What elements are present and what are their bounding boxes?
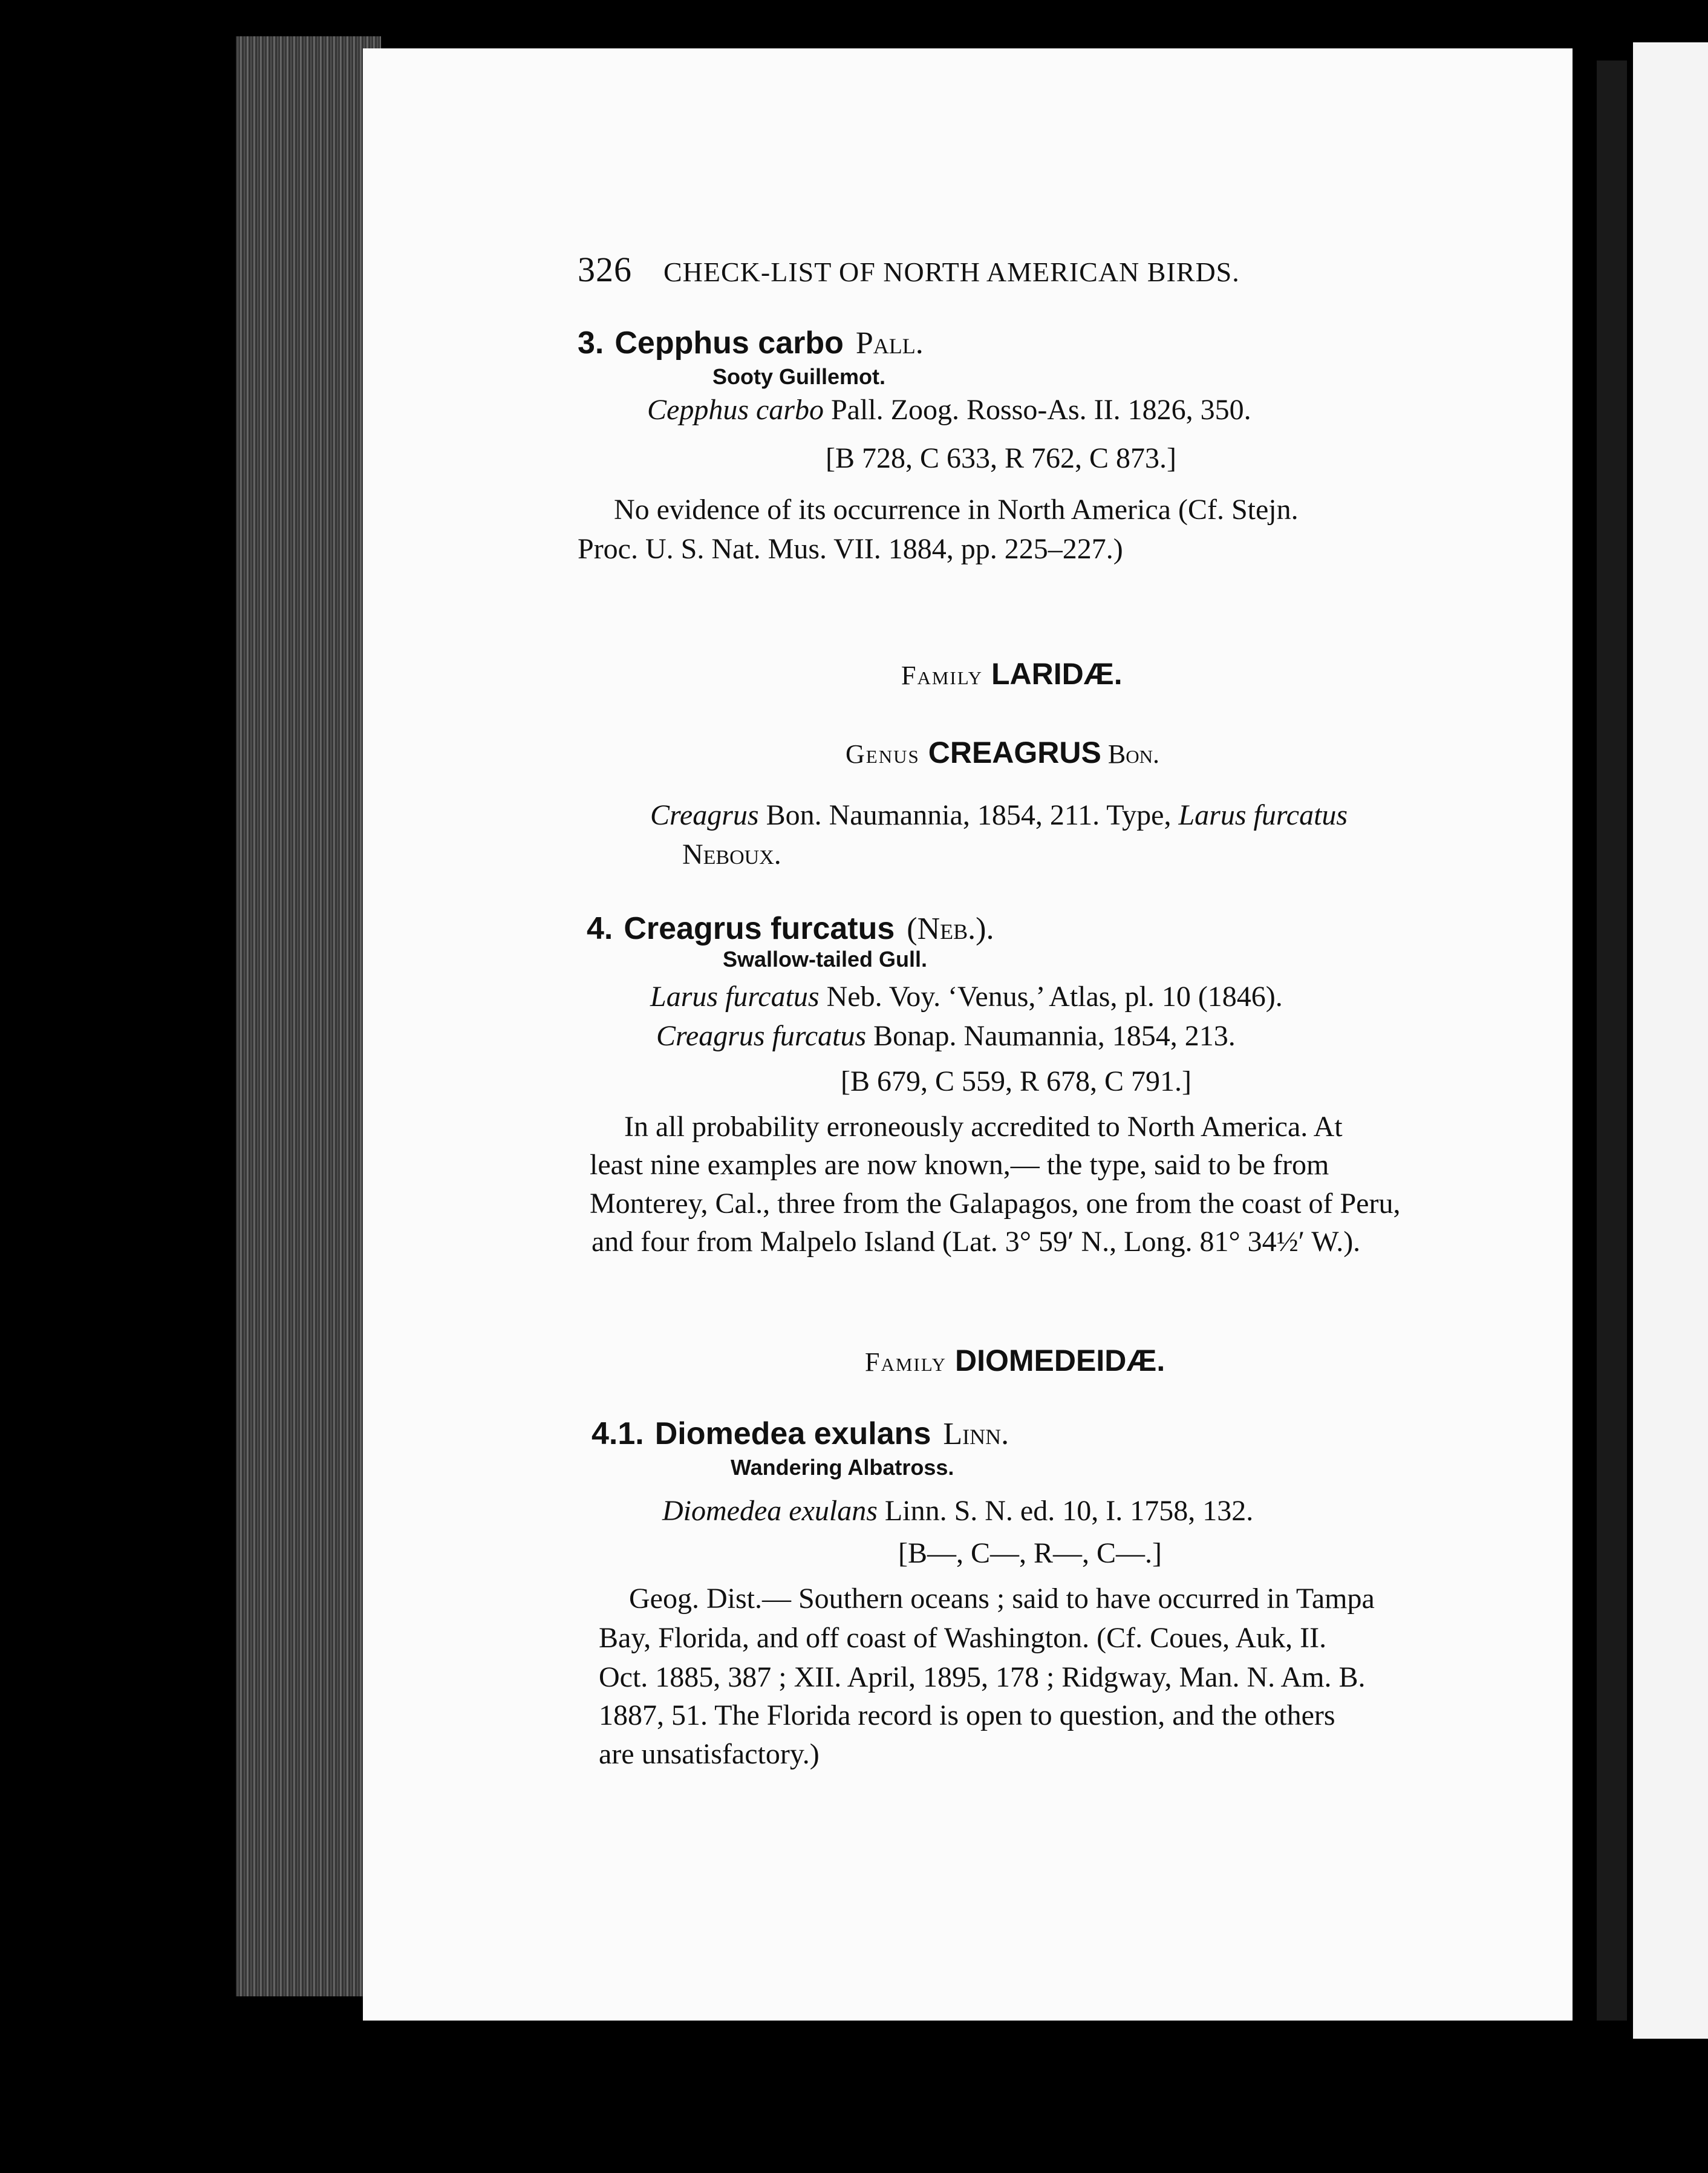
body-line: Oct. 1885, 387 ; XII. April, 1895, 178 ; Ridgway, Man. N. Am. B. xyxy=(599,1661,1366,1693)
genus-citation xyxy=(650,799,1348,832)
body-line: Monterey, Cal., three from the Galapagos, one from the coast of Peru, xyxy=(590,1188,1401,1220)
family-name: DIOMEDEIDÆ. xyxy=(954,1344,1165,1377)
body-line: Bay, Florida, and off coast of Washington. (Cf. Coues, Auk, II. xyxy=(599,1622,1327,1654)
genus-heading xyxy=(846,735,1159,770)
family-heading xyxy=(901,656,1123,691)
citation-name: Cepphus carbo xyxy=(647,394,824,426)
species-number: 4. xyxy=(587,911,613,946)
genus-author: Bon. xyxy=(1107,739,1159,769)
species-name: Cepphus carbo xyxy=(614,325,844,361)
citation-name: Creagrus furcatus xyxy=(656,1020,867,1052)
species-number: 4.1. xyxy=(592,1416,644,1451)
species-heading xyxy=(578,325,924,361)
common-name: Sooty Guillemot. xyxy=(712,364,886,389)
citation-text: Pall. Zoog. Rosso-As. II. 1826, 350. xyxy=(830,394,1251,426)
citation-name: Diomedea exulans xyxy=(662,1495,878,1527)
common-name: Swallow-tailed Gull. xyxy=(723,947,928,972)
common-name: Wandering Albatross. xyxy=(731,1455,954,1480)
citation-text: Linn. S. N. ed. 10, I. 1758, 132. xyxy=(884,1495,1254,1527)
genus-name: CREAGRUS xyxy=(928,736,1101,770)
facing-page-edge xyxy=(1633,42,1708,2039)
species-name: Creagrus furcatus xyxy=(624,911,895,946)
citation-name: Larus furcatus xyxy=(650,981,820,1013)
citation-text: Neb. Voy. ‘Venus,’ Atlas, pl. 10 (1846). xyxy=(826,981,1283,1013)
references: [B 728, C 633, R 762, C 873.] xyxy=(826,442,1177,474)
genus-citation-author: Neboux. xyxy=(682,838,781,871)
references: [B—, C—, R—, C—.] xyxy=(898,1537,1162,1569)
body-line: are unsatisfactory.) xyxy=(599,1738,820,1770)
species-author: Pall. xyxy=(855,326,924,361)
running-title: CHECK-LIST OF NORTH AMERICAN BIRDS. xyxy=(663,257,1240,287)
family-heading xyxy=(865,1343,1165,1378)
references: [B 679, C 559, R 678, C 791.] xyxy=(841,1065,1192,1097)
citation-text: Bonap. Naumannia, 1854, 213. xyxy=(873,1020,1236,1052)
facing-page-shadow xyxy=(1597,60,1627,2021)
species-author: Linn. xyxy=(943,1417,1009,1451)
page-number: 326 xyxy=(578,250,632,289)
species-author: (Neb.). xyxy=(907,912,994,946)
citation xyxy=(662,1494,1253,1528)
note-line: Proc. U. S. Nat. Mus. VII. 1884, pp. 225–227.) xyxy=(578,533,1123,565)
body-line: Geog. Dist.— Southern oceans ; said to have occurred in Tampa xyxy=(629,1583,1375,1615)
family-label: Family xyxy=(865,1347,947,1377)
family-label: Family xyxy=(901,661,983,690)
page-header xyxy=(578,249,1240,290)
family-name: LARIDÆ. xyxy=(991,657,1123,691)
species-heading xyxy=(587,910,994,947)
body-line: In all probability erroneously accredited to North America. At xyxy=(624,1111,1343,1143)
body-line: and four from Malpelo Island (Lat. 3° 59′ N., Long. 81° 34½′ W.). xyxy=(592,1226,1361,1258)
book-edge xyxy=(236,36,381,1996)
genus-type-species: Larus furcatus xyxy=(1178,799,1348,831)
citation xyxy=(647,393,1251,426)
citation xyxy=(650,980,1283,1013)
citation xyxy=(656,1019,1236,1053)
note-line: No evidence of its occurrence in North America (Cf. Stejn. xyxy=(614,494,1299,526)
genus-citation-text: Bon. Naumannia, 1854, 211. Type, xyxy=(766,799,1172,831)
genus-citation-name: Creagrus xyxy=(650,799,759,831)
species-name: Diomedea exulans xyxy=(654,1416,931,1451)
body-line: least nine examples are now known,— the type, said to be from xyxy=(590,1149,1329,1181)
body-line: 1887, 51. The Florida record is open to question, and the others xyxy=(599,1699,1335,1731)
species-number: 3. xyxy=(578,325,604,361)
species-heading xyxy=(592,1416,1009,1452)
genus-label: Genus xyxy=(846,739,920,769)
